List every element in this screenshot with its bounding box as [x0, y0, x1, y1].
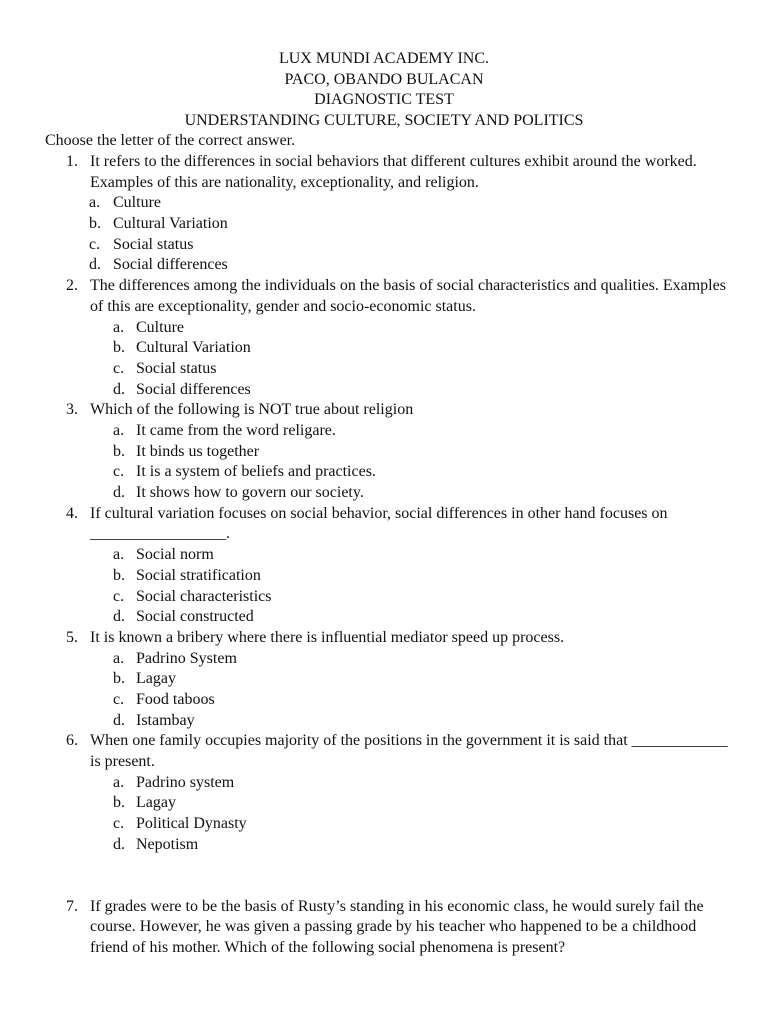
option-letter: b.	[113, 794, 125, 812]
question-7	[0, 897, 768, 959]
question-1	[0, 152, 768, 276]
option-text: Cultural Variation	[113, 215, 228, 233]
option-c	[0, 235, 768, 256]
option-text: Nepotism	[136, 835, 199, 853]
option-letter: d.	[113, 608, 125, 626]
option-c	[0, 359, 768, 380]
question-number: 4.	[66, 504, 78, 522]
question-2	[0, 276, 768, 400]
question-text: The differences among the individuals on the basis of social characteristics and qualities. Examples of this are exceptionality, gender and socio-economic status.	[90, 277, 726, 315]
option-letter: d.	[113, 835, 125, 853]
option-list	[0, 421, 768, 504]
option-list	[0, 545, 768, 628]
option-letter: d.	[113, 484, 125, 502]
option-letter: d.	[113, 711, 125, 729]
option-letter: d.	[113, 380, 125, 398]
option-c	[0, 690, 768, 711]
option-d	[0, 255, 768, 276]
spacer	[0, 856, 768, 897]
option-letter: b.	[89, 215, 101, 233]
option-b	[0, 214, 768, 235]
option-text: Culture	[136, 318, 184, 336]
option-letter: d.	[89, 256, 101, 274]
option-text: Padrino System	[136, 649, 237, 667]
question-number: 5.	[66, 628, 78, 646]
option-text: Food taboos	[136, 691, 215, 708]
option-text: Social constructed	[136, 608, 254, 626]
option-text: Social status	[113, 235, 194, 253]
option-c	[0, 587, 768, 608]
option-text: Social status	[136, 359, 217, 377]
option-list	[0, 773, 768, 856]
option-text: It shows how to govern our society.	[136, 484, 364, 502]
question-text: If grades were to be the basis of Rusty’s standing in his economic class, he would surely fail the course. However, he was given a passing grade by his teacher who happened to be a childhood friend of his mother. Which of the following social phenomena is present?	[90, 897, 704, 956]
option-c	[0, 814, 768, 835]
option-d	[0, 607, 768, 628]
option-a	[0, 545, 768, 566]
option-text: Social differences	[113, 256, 228, 274]
option-c	[0, 462, 768, 483]
option-list	[0, 193, 768, 276]
option-letter: a.	[89, 194, 101, 212]
question-number: 6.	[66, 732, 78, 750]
option-d	[0, 380, 768, 401]
question-text: Which of the following is NOT true about religion	[90, 401, 414, 419]
test-title: DIAGNOSTIC TEST	[314, 91, 454, 109]
question-6	[0, 731, 768, 855]
option-letter: c.	[113, 815, 125, 833]
option-text: Social stratification	[136, 566, 261, 584]
option-letter: c.	[113, 691, 125, 708]
option-text: Lagay	[136, 670, 176, 688]
question-number: 3.	[66, 401, 78, 419]
option-d	[0, 835, 768, 856]
option-letter: a.	[113, 773, 125, 791]
option-text: Lagay	[136, 794, 176, 812]
option-d	[0, 483, 768, 504]
instructions: Choose the letter of the correct answer.	[45, 132, 296, 149]
option-letter: c.	[113, 587, 125, 605]
option-text: Culture	[113, 194, 161, 212]
option-letter: a.	[113, 649, 125, 667]
option-text: Social characteristics	[136, 587, 272, 605]
option-letter: c.	[113, 359, 125, 377]
option-b	[0, 793, 768, 814]
question-text: If cultural variation focuses on social behavior, social differences in other hand focuses on _________________.	[90, 504, 668, 543]
option-letter: b.	[113, 442, 125, 460]
school-address: PACO, OBANDO BULACAN	[284, 70, 484, 88]
option-letter: a.	[113, 546, 125, 564]
question-text: When one family occupies majority of the positions in the government it is said that ____________ is present.	[90, 732, 728, 771]
subject-title: UNDERSTANDING CULTURE, SOCIETY AND POLITICS	[184, 112, 584, 130]
option-text: Social differences	[136, 380, 251, 398]
option-a	[0, 421, 768, 442]
option-letter: b.	[113, 566, 125, 584]
option-a	[0, 649, 768, 670]
option-list	[0, 318, 768, 401]
option-b	[0, 442, 768, 463]
question-list	[0, 152, 768, 959]
option-text: Cultural Variation	[136, 339, 251, 357]
question-number: 1.	[66, 153, 78, 170]
option-text: Social norm	[136, 546, 214, 564]
option-text: Istambay	[136, 711, 195, 729]
option-d	[0, 711, 768, 732]
option-a	[0, 773, 768, 794]
option-letter: b.	[113, 339, 125, 357]
option-letter: c.	[113, 463, 125, 481]
option-text: It binds us together	[136, 442, 260, 460]
option-text: Political Dynasty	[136, 815, 247, 833]
question-4	[0, 504, 768, 628]
option-letter: c.	[89, 235, 101, 253]
option-text: It came from the word religare.	[136, 422, 336, 440]
question-text: It refers to the differences in social behaviors that different cultures exhibit around the worked. Examples of this are nationality, exceptionality, and religion.	[90, 153, 697, 191]
option-b	[0, 338, 768, 359]
option-text: It is a system of beliefs and practices.	[136, 463, 376, 481]
question-number: 2.	[66, 277, 78, 295]
option-letter: b.	[113, 670, 125, 688]
question-5	[0, 628, 768, 731]
question-3	[0, 400, 768, 503]
option-text: Padrino system	[136, 773, 235, 791]
document-header	[0, 49, 768, 132]
school-name: LUX MUNDI ACADEMY INC.	[278, 50, 490, 67]
option-a	[0, 193, 768, 214]
question-text: It is known a bribery where there is influential mediator speed up process.	[90, 628, 565, 646]
option-b	[0, 566, 768, 587]
option-a	[0, 318, 768, 339]
question-number: 7.	[66, 897, 78, 915]
option-b	[0, 669, 768, 690]
option-letter: a.	[113, 422, 125, 440]
option-letter: a.	[113, 318, 125, 336]
option-list	[0, 649, 768, 732]
